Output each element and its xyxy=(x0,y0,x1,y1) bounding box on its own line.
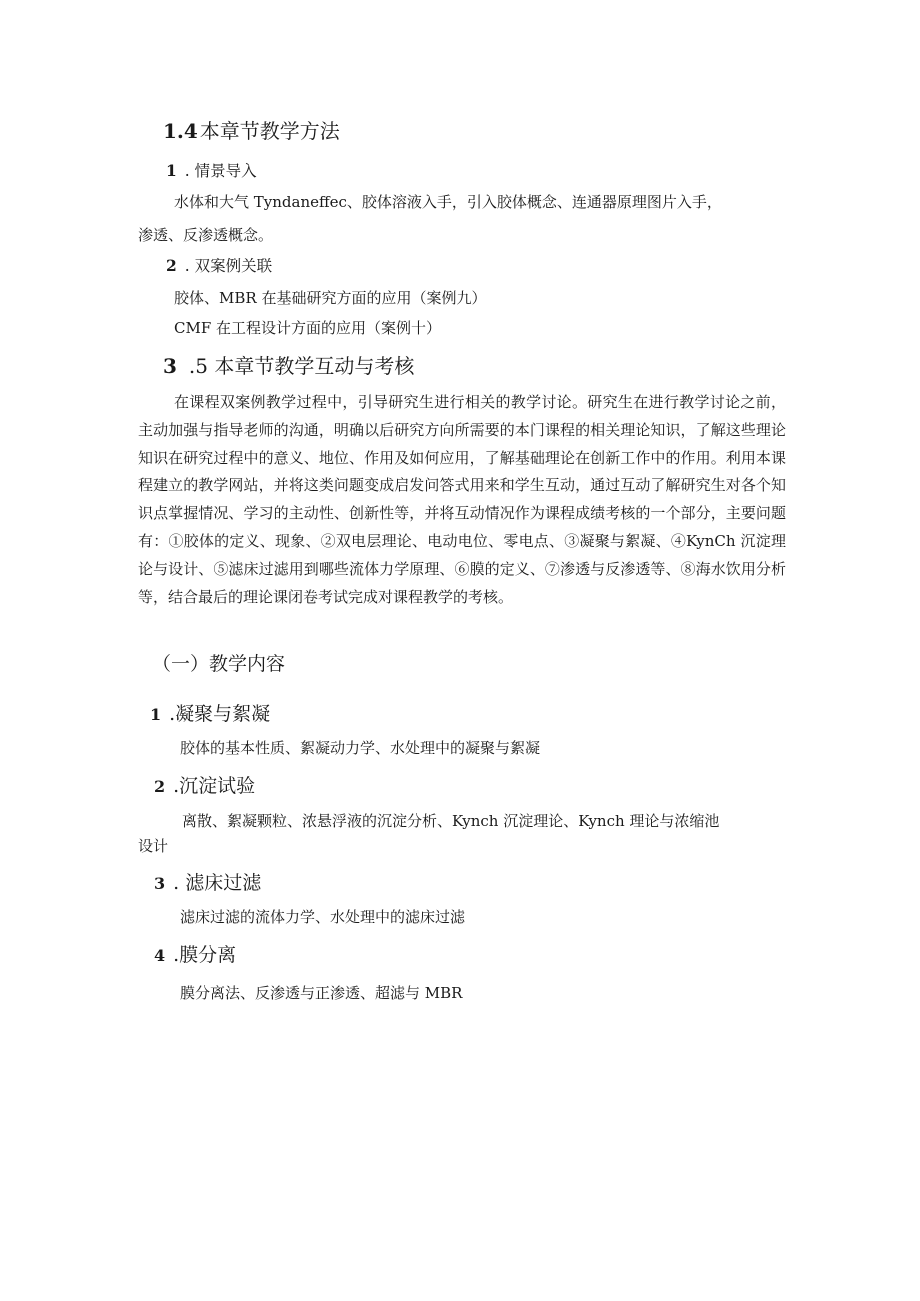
section-number: 3 xyxy=(163,354,177,378)
content-item-number: 4 xyxy=(154,946,166,965)
subheading-title: . 双案例关联 xyxy=(184,257,273,275)
content-item-title: .沉淀试验 xyxy=(173,775,256,797)
content-item-title: .膜分离 xyxy=(173,944,237,966)
content-item-desc: 设计 xyxy=(138,837,169,855)
content-item-heading xyxy=(154,773,255,800)
teaching-content-heading: （一）教学内容 xyxy=(152,653,286,675)
section-title: 本章节教学方法 xyxy=(199,119,340,143)
content-item-title: . 滤床过滤 xyxy=(173,872,262,894)
content-item-title: .凝聚与絮凝 xyxy=(169,703,271,725)
section-number: 1.4 xyxy=(163,119,198,143)
case-line: CMF 在工程设计方面的应用（案例十） xyxy=(174,319,442,337)
content-item-number: 1 xyxy=(150,705,162,724)
content-item-desc: 离散、絮凝颗粒、浓悬浮液的沉淀分析、Kynch 沉淀理论、Kynch 理论与浓缩池 xyxy=(182,812,720,830)
content-item-desc: 滤床过滤的流体力学、水处理中的滤床过滤 xyxy=(180,908,466,926)
subheading-scenario-intro xyxy=(166,161,257,181)
subheading-number: 2 xyxy=(166,256,177,275)
text-line: 水体和大气 Tyndaneffec、胶体溶液入手，引入胶体概念、连通器原理图片入手， xyxy=(174,193,722,211)
content-item-heading xyxy=(154,870,261,897)
subheading-number: 1 xyxy=(166,161,177,180)
section-title: .5 本章节教学互动与考核 xyxy=(188,354,415,378)
content-item-desc: 膜分离法、反渗透与正渗透、超滤与 MBR xyxy=(180,984,463,1002)
content-item-desc: 胶体的基本性质、絮凝动力学、水处理中的凝聚与絮凝 xyxy=(180,739,541,757)
subheading-title: . 情景导入 xyxy=(184,162,257,180)
subheading-dual-case xyxy=(166,256,272,276)
content-item-heading xyxy=(150,701,270,728)
section-heading-1-4 xyxy=(163,118,340,144)
content-item-number: 2 xyxy=(154,777,166,796)
interaction-paragraph: 在课程双案例教学过程中，引导研究生进行相关的教学讨论。研究生在进行教学讨论之前，主动加强与指导老师的沟通，明确以后研究方向所需要的本门课程的相关理论知识，了解这些理论知识在研究过程中的意义、地位、作用及如何应用，了解基础理论在创新工作中的作用。利用本课程建立的教学网站，并将这类问题变成启发问答式用来和学生互动，通过互动了解研究生对各个知识点掌握情况、学习的主动性、创新性等，并将互动情况作为课程成绩考核的一个部分，主要问题有：①胶体的定义、现象、②双电层理论、电动电位、零电点、③凝聚与絮凝、④KynCh 沉淀理论与设计、⑤滤床过滤用到哪些流体力学原理、⑥膜的定义、⑦渗透与反渗透等、⑧海水饮用分析等，结合最后的理论课闭卷考试完成对课程教学的考核。 xyxy=(138,393,786,606)
content-item-heading xyxy=(154,942,236,969)
case-line: 胶体、MBR 在基础研究方面的应用（案例九） xyxy=(174,289,487,307)
section-heading-3-5 xyxy=(163,353,414,379)
text-line: 渗透、反渗透概念。 xyxy=(138,226,274,244)
content-item-number: 3 xyxy=(154,874,166,893)
